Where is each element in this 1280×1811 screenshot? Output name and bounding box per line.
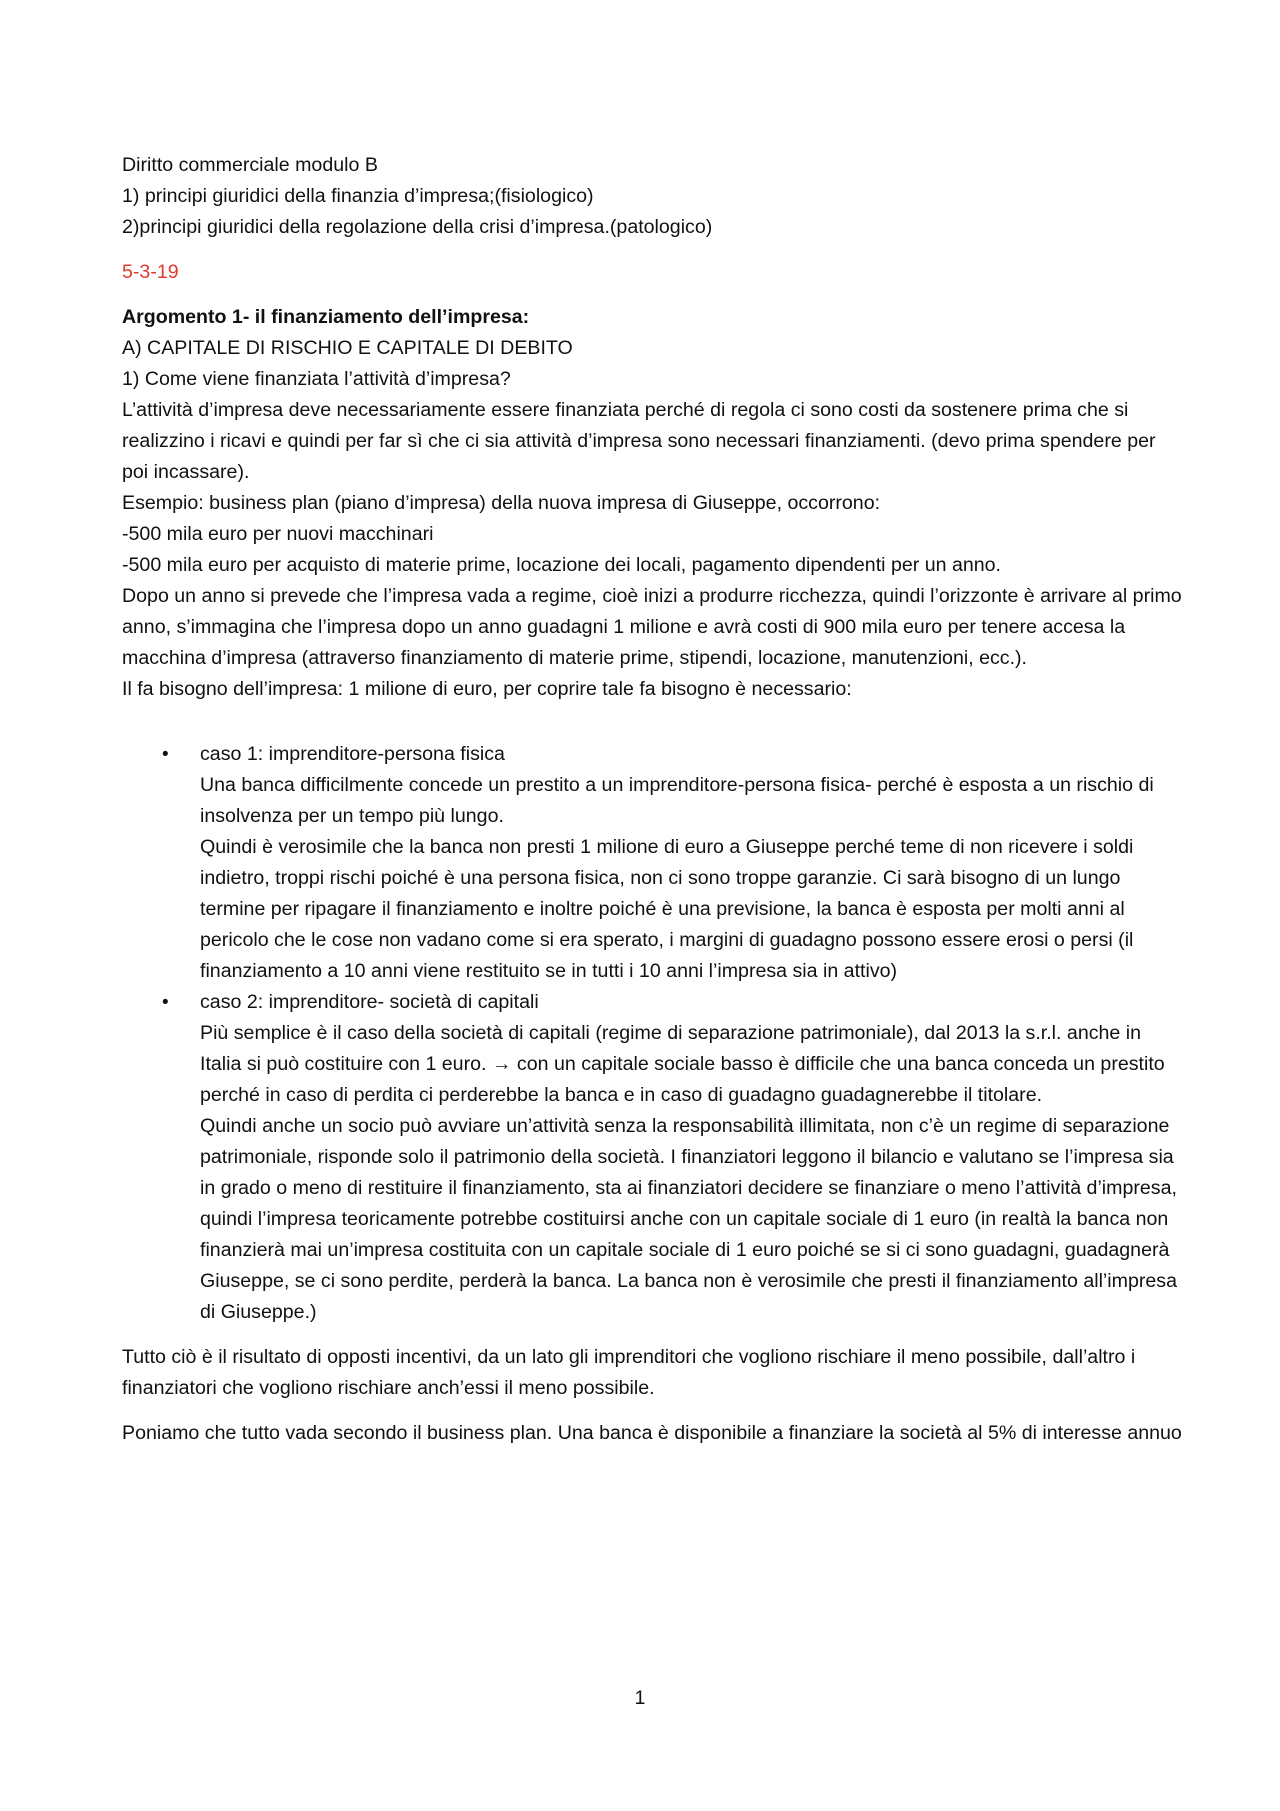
list-item bbox=[122, 987, 1182, 1328]
page-number: 1 bbox=[634, 1687, 646, 1709]
document-page bbox=[122, 150, 1182, 1449]
intro-paragraph: L’attività d’impresa deve necessariamente essere finanziata perché di regola ci sono costi da sostenere prima che si realizzino i ricavi e quindi per far sì che ci sia attività d’impresa sono necessari finanziamenti. (devo prima spendere per poi incassare). bbox=[122, 399, 1156, 483]
lecture-date: 5-3-19 bbox=[122, 261, 179, 283]
document-title: Diritto commerciale modulo B bbox=[122, 154, 378, 176]
bullet-icon: • bbox=[162, 992, 169, 1013]
case-title: caso 2: imprenditore- società di capitali bbox=[200, 991, 539, 1013]
case-paragraph: Più semplice è il caso della società di capitali (regime di separazione patrimoniale), dal 2013 la s.r.l. anche in Italia si può costituire con 1 euro. → con un capitale sociale basso è difficile che una banca conceda un prestito perché in caso di perdita ci perderebbe la banca e in caso di guadagno guadagnerebbe il titolare. bbox=[200, 1022, 1165, 1106]
case-title: caso 1: imprenditore-persona fisica bbox=[200, 743, 505, 765]
forecast-paragraph: Dopo un anno si prevede che l’impresa vada a regime, cioè inizi a produrre ricchezza, quindi l’orizzonte è arrivare al primo anno, s’immagina che l’impresa dopo un anno guadagni 1 milione e avrà costi di 900 mila euro per tenere accesa la macchina d’impresa (attraverso finanziamento di materie prime, stipendi, locazione, manutenzioni, ecc.). bbox=[122, 585, 1182, 669]
list-item bbox=[122, 739, 1182, 987]
section-subheading: A) CAPITALE DI RISCHIO E CAPITALE DI DEBITO bbox=[122, 337, 573, 359]
need-paragraph: Il fa bisogno dell’impresa: 1 milione di euro, per coprire tale fa bisogno è necessario: bbox=[122, 678, 852, 700]
intro-item-2: 2)principi giuridici della regolazione della crisi d’impresa.(patologico) bbox=[122, 216, 713, 238]
section-heading: Argomento 1- il finanziamento dell’impresa: bbox=[122, 306, 530, 328]
case-paragraph: Quindi anche un socio può avviare un’attività senza la responsabilità illimitata, non c’è un regime di separazione patrimoniale, risponde solo il patrimonio della società. I finanziatori leggono il bilancio e valutano se l’impresa sia in grado o meno di restituire il finanziamento, sta ai finanziatori decidere se finanziare o meno l’attività d’impresa, quindi l’impresa teoricamente potrebbe costituirsi anche con un capitale sociale di 1 euro (in realtà la banca non finanzierà mai un’impresa costituita con un capitale sociale di 1 euro poiché se si ci sono guadagni, guadagnerà Giuseppe, se ci sono perdite, perderà la banca. La banca non è verosimile che presti il finanziamento all’impresa di Giuseppe.) bbox=[200, 1115, 1177, 1323]
cost-line-2: -500 mila euro per acquisto di materie prime, locazione dei locali, pagamento dipendenti per un anno. bbox=[122, 554, 1001, 576]
closing-paragraph: Poniamo che tutto vada secondo il business plan. Una banca è disponibile a finanziare la società al 5% di interesse annuo bbox=[122, 1422, 1182, 1444]
cases-list bbox=[122, 739, 1182, 1328]
conclusion-paragraph: Tutto ciò è il risultato di opposti incentivi, da un lato gli imprenditori che vogliono rischiare il meno possibile, dall’altro i finanziatori che vogliono rischiare anch’essi il meno possibile. bbox=[122, 1346, 1136, 1399]
bullet-icon: • bbox=[162, 744, 169, 765]
section-question: 1) Come viene finanziata l’attività d’impresa? bbox=[122, 368, 511, 390]
cost-line-1: -500 mila euro per nuovi macchinari bbox=[122, 523, 434, 545]
case-paragraph: Quindi è verosimile che la banca non presti 1 milione di euro a Giuseppe perché teme di non ricevere i soldi indietro, troppi rischi poiché è una persona fisica, non ci sono troppe garanzie. Ci sarà bisogno di un lungo termine per ripagare il finanziamento e inoltre poiché è una previsione, la banca è esposta per molti anni al pericolo che le cose non vadano come si era sperato, i margini di guadagno possono essere erosi o persi (il finanziamento a 10 anni viene restituito se in tutti i 10 anni l’impresa sia in attivo) bbox=[200, 836, 1134, 982]
case-paragraph: Una banca difficilmente concede un prestito a un imprenditore-persona fisica- perché è esposta a un rischio di insolvenza per un tempo più lungo. bbox=[200, 774, 1154, 827]
example-paragraph: Esempio: business plan (piano d’impresa) della nuova impresa di Giuseppe, occorrono: bbox=[122, 492, 881, 514]
intro-item-1: 1) principi giuridici della finanzia d’impresa;(fisiologico) bbox=[122, 185, 594, 207]
